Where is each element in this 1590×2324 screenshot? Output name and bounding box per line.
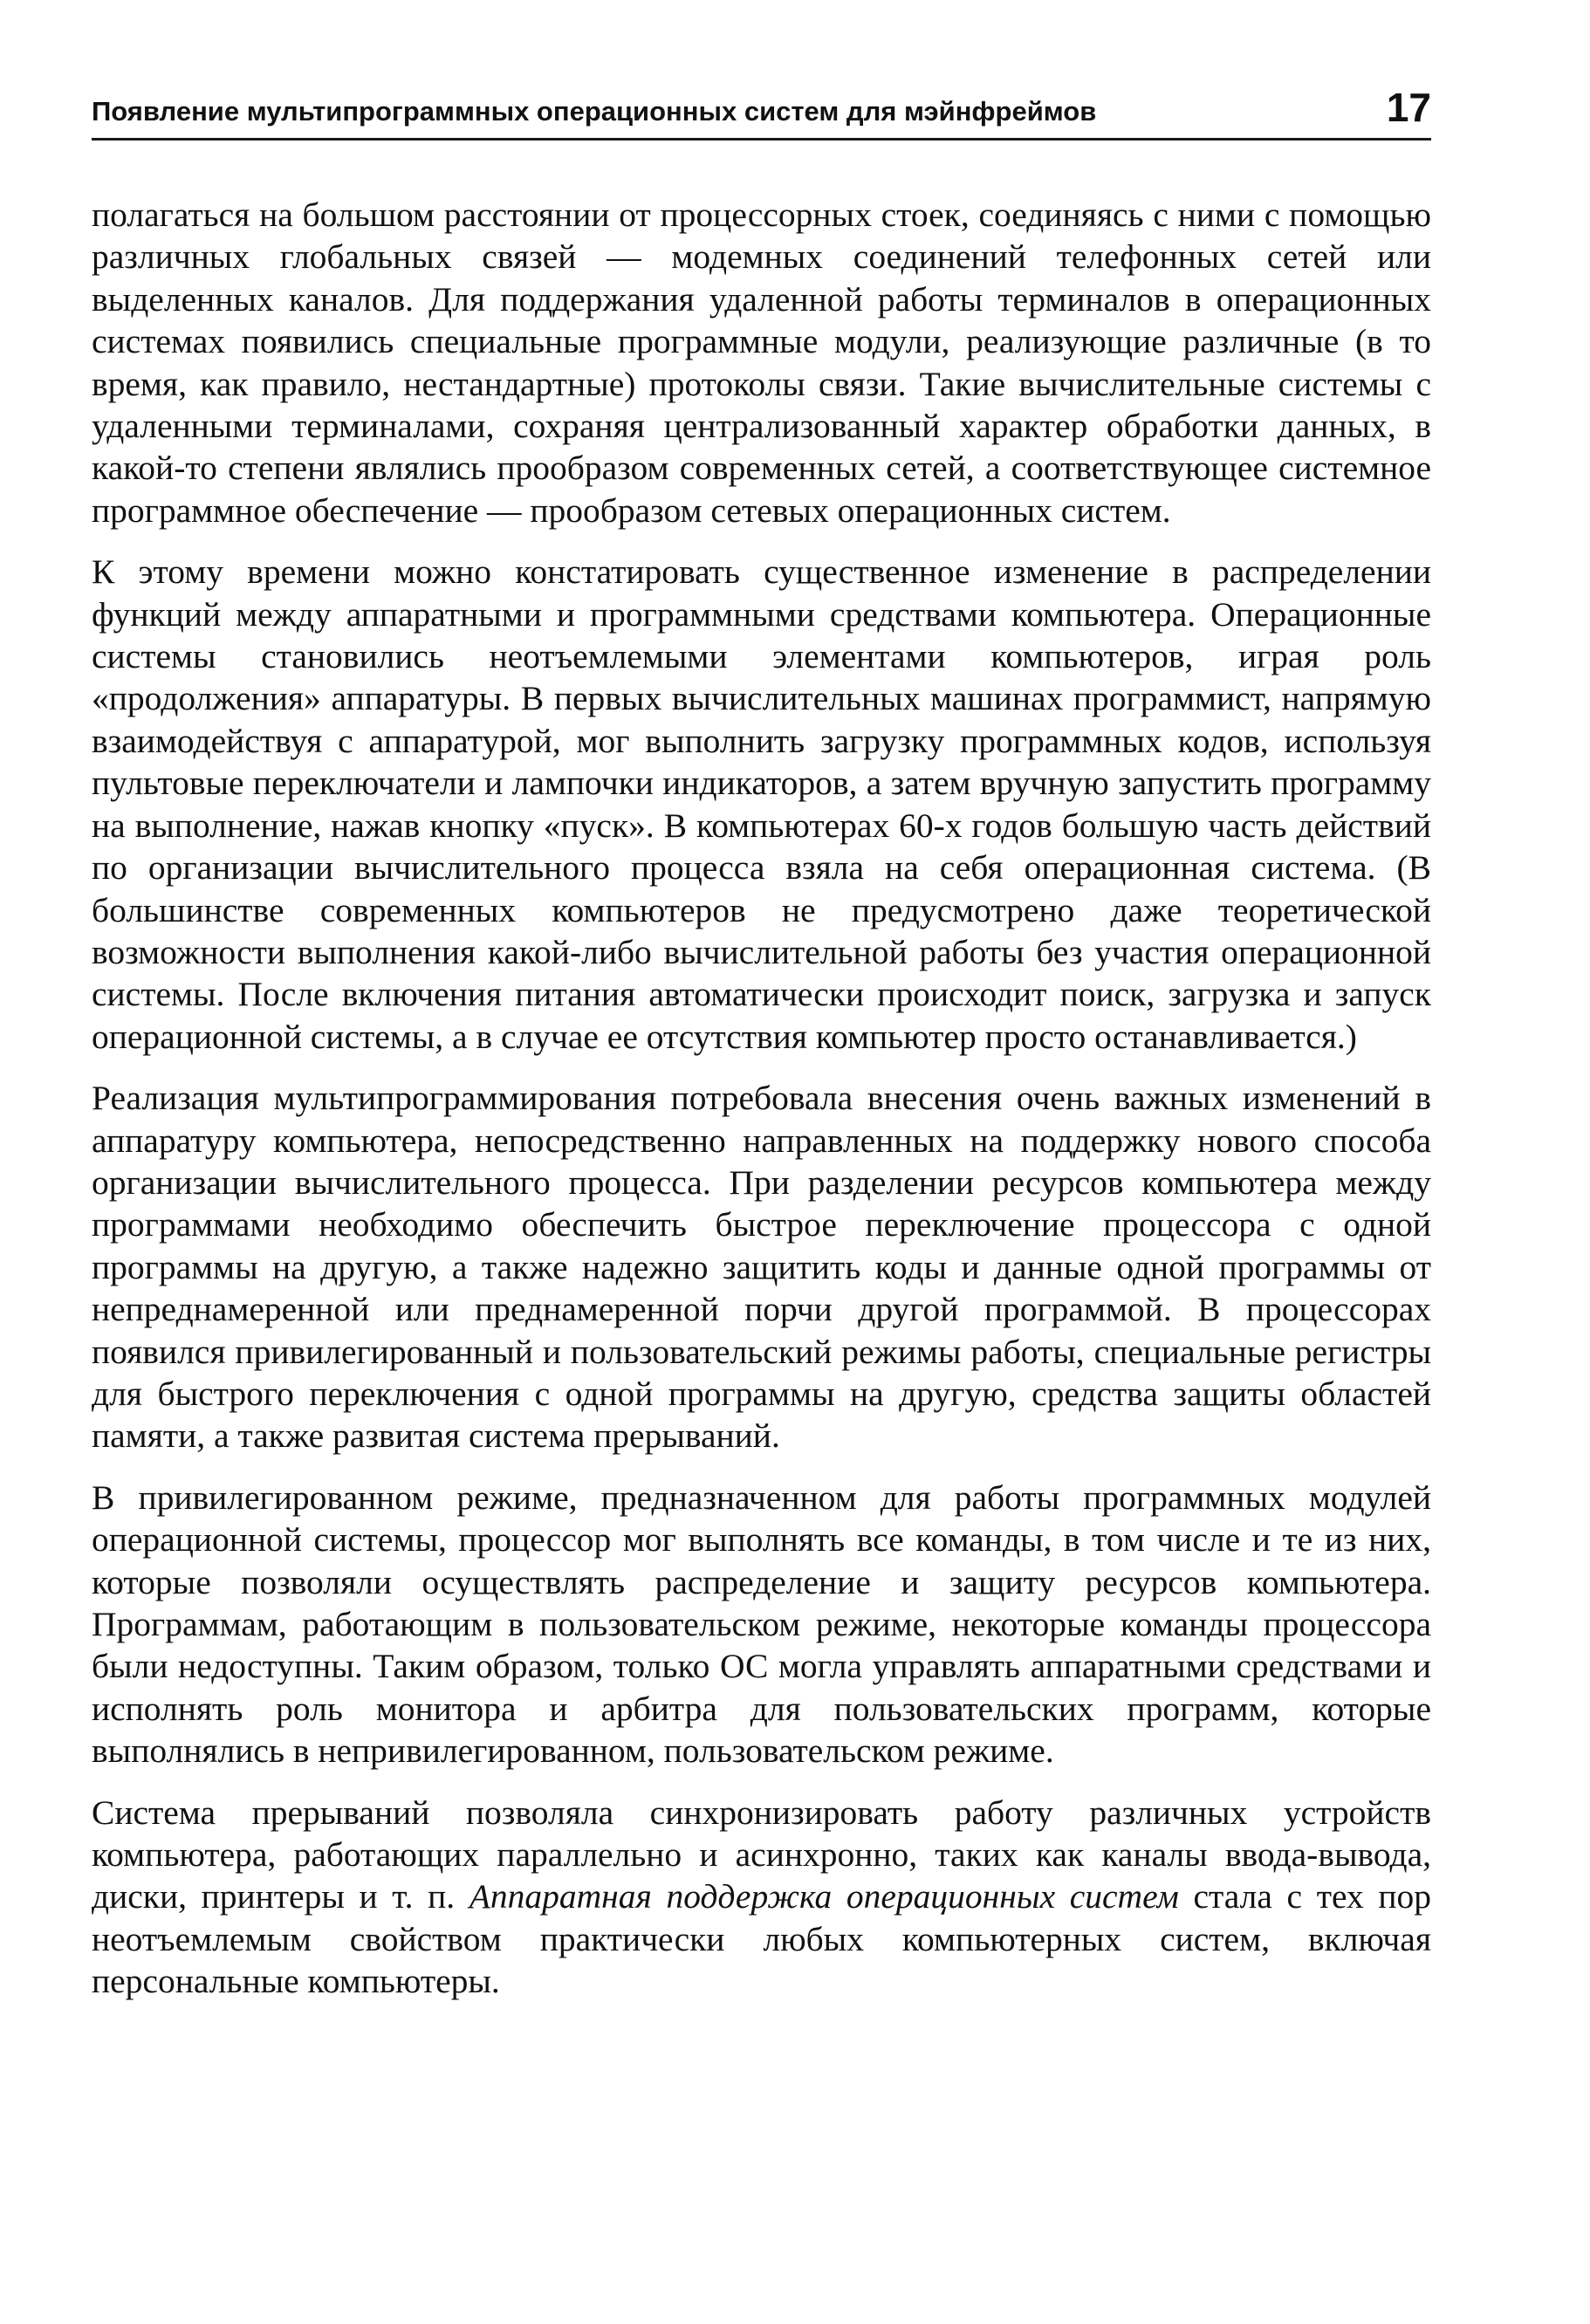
page-number: 17	[1386, 85, 1431, 130]
paragraph-5-tail: стала с тех пор неотъемлемым свойством практически любых компьютерных систем, включая персональные компьютеры.	[92, 1877, 1431, 2001]
paragraph-3: Реализация мультипрограммирования потребовала внесения очень важных изменений в аппаратуру компьютера, непосредственно направленных на поддержку нового способа организации вычислительного процесса. При разделении ресурсов компьютера между программами необходимо обеспечить быстрое переключение процессора с одной программы на другую, а также надежно защитить коды и данные одной программы от непреднамеренной или преднамеренной порчи другой программой. В процессорах появился привилегированный и пользовательский режимы работы, специальные регистры для быстрого переключения с одной программы на другую, средства защиты областей памяти, а также развитая система прерываний.	[92, 1079, 1431, 1456]
running-head	[92, 84, 1431, 141]
paragraph-4: В привилегированном режиме, предназначенном для работы программных модулей операционной системы, процессор мог выполнять все команды, в том числе и те из них, которые позволяли осуществлять распределение и защиту ресурсов компьютера. Программам, работающим в пользовательском режиме, некоторые команды процессора были недоступны. Таким образом, только ОС могла управлять аппаратными средствами и исполнять роль монитора и арбитра для пользовательских программ, которые выполнялись в непривилегированном, пользовательском режиме.	[92, 1477, 1431, 1771]
text-body	[92, 194, 1431, 2022]
paragraph-5-emphasis: Аппаратная поддержка операционных систем	[469, 1877, 1179, 1916]
running-head-title: Появление мультипрограммных операционных систем для мэйнфреймов	[92, 96, 1097, 127]
paragraph-5-lead: Система прерываний позволяла синхронизировать работу различных устройств компьютера, работающих параллельно и асинхронно, таких как каналы ввода-вывода, диски, принтеры и т. п.	[92, 1793, 1431, 1916]
paragraph-2: К этому времени можно констатировать существенное изменение в распределении функций между аппаратными и программными средствами компьютера. Операционные системы становились неотъемлемыми элементами компьютеров, играя роль «продолжения» аппаратуры. В первых вычислительных машинах программист, напрямую взаимодействуя с аппаратурой, мог выполнить загрузку программных кодов, используя пультовые переключатели и лампочки индикаторов, а затем вручную запустить программу на выполнение, нажав кнопку «пуск». В компьютерах 60-х годов большую часть действий по организации вычислительного процесса взяла на себя операционная система. (В большинстве современных компьютеров не предусмотрено даже теоретической возможности выполнения какой-либо вычислительной работы без участия операционной системы. После включения питания автоматически происходит поиск, загрузка и запуск операционной системы, а в случае ее отсутствия компьютер просто останавливается.)	[92, 552, 1431, 1056]
paragraph-1: полагаться на большом расстоянии от процессорных стоек, соединяясь с ними с помощью различных глобальных связей — модемных соединений телефонных сетей или выделенных каналов. Для поддержания удаленной работы терминалов в операционных системах появились специальные программные модули, реализующие различные (в то время, как правило, нестандартные) протоколы связи. Такие вычислительные системы с удаленными терминалами, сохраняя централизованный характер обработки данных, в какой-то степени являлись прообразом современных сетей, а соответствующее системное программное обеспечение — прообразом сетевых операционных систем.	[92, 195, 1431, 530]
paragraph-5	[92, 1792, 1431, 2003]
